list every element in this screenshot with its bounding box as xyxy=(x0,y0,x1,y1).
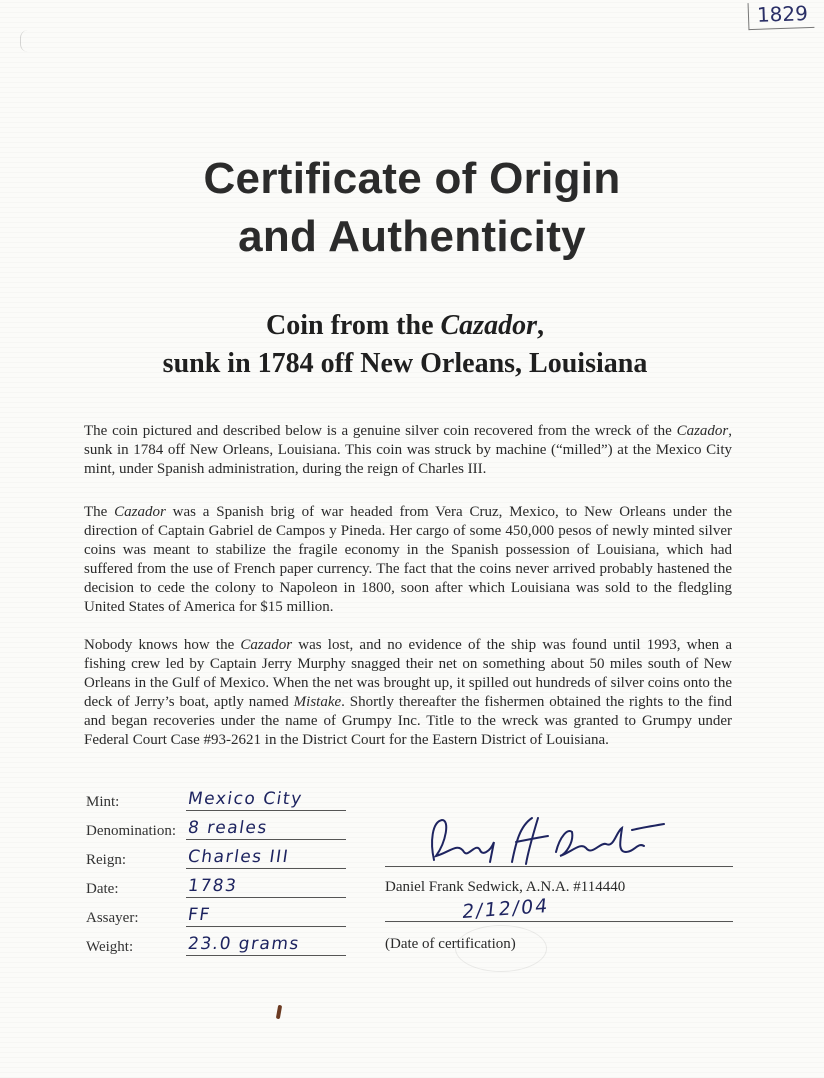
paragraph-text: was a Spanish brig of war headed from Vera Cruz, Mexico, to New Orleans under the direction of Captain Gabriel de Campos y Pineda. Her cargo of some 450,000 pesos of newly minted silver coins was meant to stabilize the fragile economy in the Spanish possession of Louisiana, which had suffered from the use of French paper currency. The fact that the coins never arrived probably hastened the decision to cede the colony to Napoleon in 1800, soon after which Louisiana was sold to the fledgling United States of America for $15 million. xyxy=(84,504,732,615)
paragraph-text: The xyxy=(84,504,115,520)
title-line-1: Certificate of Origin xyxy=(203,154,621,203)
signer-name: Daniel Frank Sedwick, A.N.A. #114440 xyxy=(385,879,626,895)
ship-name: Cazador xyxy=(240,637,293,653)
field-underline xyxy=(186,868,346,869)
signature-line xyxy=(385,866,733,867)
embossed-seal xyxy=(455,925,547,972)
paragraph-text: . Shortly thereafter the fishermen obtained the rights to the find and began recoveries under the name of Grumpy Inc. Title to the wreck was granted to Grumpy under Federal Court Case #93-2621 in the District Court for the Eastern District of Louisiana. xyxy=(84,694,732,748)
field-label-mint: Mint: xyxy=(86,794,120,810)
ink-speck xyxy=(276,1005,282,1019)
field-denomination xyxy=(86,816,346,842)
field-underline xyxy=(186,810,346,811)
field-value-weight: 23.0 grams xyxy=(186,934,302,954)
paragraph-ship-history xyxy=(84,503,732,617)
field-underline xyxy=(186,839,346,840)
subtitle-line-1 xyxy=(0,307,810,345)
subtitle-prefix: Coin from the xyxy=(266,310,441,341)
field-label-assayer: Assayer: xyxy=(86,910,139,926)
field-value-reign: Charles III xyxy=(186,847,291,867)
paragraph-text: , sunk in 1784 off New Orleans, Louisiana. This coin was struck by machine (“milled”) at the Mexico City mint, under Spanish administration, during the reign of Charles III. xyxy=(84,423,732,477)
date-line xyxy=(385,921,733,922)
field-weight xyxy=(86,932,346,958)
field-date xyxy=(86,874,346,900)
field-underline xyxy=(186,926,346,927)
field-value-denomination: 8 reales xyxy=(186,818,270,838)
field-label-date: Date: xyxy=(86,881,119,897)
page-fold-mark xyxy=(20,30,35,52)
field-label-denomination: Denomination: xyxy=(86,823,176,839)
paragraph-coin-description xyxy=(84,422,732,479)
field-assayer xyxy=(86,903,346,929)
paragraph-wreck-discovery xyxy=(84,636,732,750)
title-line-2: and Authenticity xyxy=(238,212,586,261)
handwritten-signature xyxy=(420,812,680,870)
subtitle-suffix: , xyxy=(536,310,544,341)
ship-name: Cazador xyxy=(114,504,166,520)
certificate-subtitle xyxy=(0,307,810,383)
certificate-title xyxy=(0,150,824,266)
field-value-date: 1783 xyxy=(186,876,239,896)
field-underline xyxy=(186,897,346,898)
field-underline xyxy=(186,955,346,956)
paragraph-text: The coin pictured and described below is a genuine silver coin recovered from the wreck of the xyxy=(84,423,677,439)
ship-name: Cazador xyxy=(676,423,729,439)
paragraph-text: was lost, and no evidence of the ship was found until 1993, when a fishing crew led by Captain Jerry Murphy snagged their net on something about 50 miles south of New Orleans in the Gulf of Mexico. When the net was brought up, it spilled out hundreds of silver coins onto the deck of Jerry’s boat, aptly named xyxy=(84,637,732,710)
field-reign xyxy=(86,845,346,871)
boat-name: Mistake xyxy=(293,694,342,710)
certification-date: 2/12/04 xyxy=(460,894,551,924)
date-caption: (Date of certification) xyxy=(385,936,516,952)
field-value-assayer: FF xyxy=(186,905,212,925)
field-value-mint: Mexico City xyxy=(186,789,304,809)
subtitle-ship-name: Cazador xyxy=(440,310,537,341)
field-label-reign: Reign: xyxy=(86,852,126,868)
field-mint xyxy=(86,787,346,813)
field-label-weight: Weight: xyxy=(86,939,134,955)
paragraph-text: Nobody knows how the xyxy=(84,637,241,653)
subtitle-line-2: sunk in 1784 off New Orleans, Louisiana xyxy=(162,348,648,379)
handwritten-page-number: 1829 xyxy=(748,1,815,30)
